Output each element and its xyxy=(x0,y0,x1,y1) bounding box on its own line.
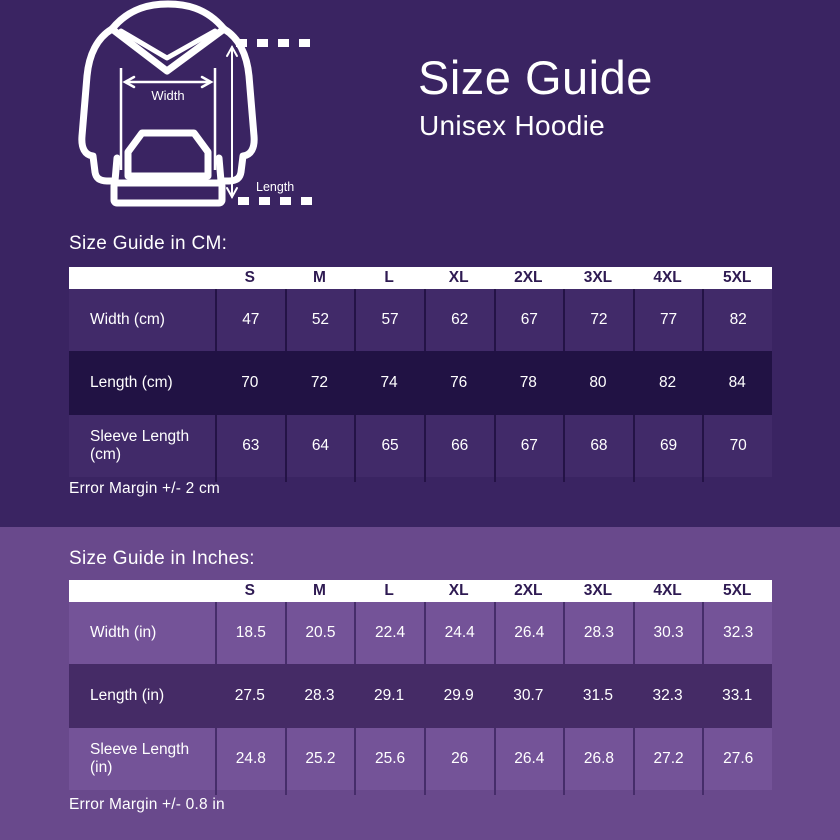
in-value-cell: 18.5 xyxy=(215,602,285,664)
page-title: Size Guide xyxy=(418,51,653,104)
cm-value-cell: 72 xyxy=(285,351,355,415)
cm-value-cell: 84 xyxy=(702,351,772,415)
divider-stub xyxy=(215,477,285,482)
in-value-cell: 33.1 xyxy=(702,664,772,728)
divider-stub xyxy=(215,790,285,795)
cm-row-label: Width (cm) xyxy=(69,289,215,351)
in-value-cell: 28.3 xyxy=(563,602,633,664)
length-label: Length xyxy=(256,180,295,194)
cm-size-table xyxy=(69,267,772,482)
cm-value-cell: 62 xyxy=(424,289,494,351)
width-label: Width xyxy=(151,88,185,103)
kangaroo-pocket-outline xyxy=(128,133,208,176)
in-value-cell: 27.5 xyxy=(215,664,285,728)
cm-value-cell: 82 xyxy=(633,351,703,415)
divider-stub xyxy=(494,477,564,482)
in-value-cell: 27.2 xyxy=(633,728,703,790)
cm-value-cell: 68 xyxy=(563,415,633,477)
cm-header-3xl: 3XL xyxy=(563,267,633,289)
width-arrow xyxy=(125,77,211,87)
cm-value-cell: 67 xyxy=(494,415,564,477)
hood-top-outline xyxy=(112,4,224,29)
in-value-cell: 28.3 xyxy=(285,664,355,728)
in-value-cell: 27.6 xyxy=(702,728,772,790)
cm-value-cell: 64 xyxy=(285,415,355,477)
inches-error-margin: Error Margin +/- 0.8 in xyxy=(69,796,225,813)
cm-value-cell: 69 xyxy=(633,415,703,477)
cm-value-cell: 70 xyxy=(215,351,285,415)
in-value-cell: 26 xyxy=(424,728,494,790)
divider-stub xyxy=(494,790,564,795)
divider-stub xyxy=(424,477,494,482)
in-value-cell: 30.3 xyxy=(633,602,703,664)
in-value-cell: 26.8 xyxy=(563,728,633,790)
in-value-cell: 20.5 xyxy=(285,602,355,664)
right-sleeve-outline xyxy=(219,29,254,181)
in-header-empty xyxy=(69,580,215,602)
cm-header-s: S xyxy=(215,267,285,289)
cm-value-cell: 67 xyxy=(494,289,564,351)
in-value-cell: 32.3 xyxy=(633,664,703,728)
left-sleeve-outline xyxy=(82,29,117,181)
cm-header-4xl: 4XL xyxy=(633,267,703,289)
in-header-2xl: 2XL xyxy=(494,580,564,602)
cm-table-heading: Size Guide in CM: xyxy=(69,233,228,254)
divider-stub xyxy=(633,477,703,482)
divider-stub xyxy=(633,790,703,795)
cm-header-m: M xyxy=(285,267,355,289)
hem-band-outline xyxy=(114,183,222,203)
divider-stub xyxy=(354,477,424,482)
in-value-cell: 25.6 xyxy=(354,728,424,790)
cm-header-5xl: 5XL xyxy=(702,267,772,289)
in-value-cell: 30.7 xyxy=(494,664,564,728)
in-value-cell: 29.1 xyxy=(354,664,424,728)
cm-value-cell: 70 xyxy=(702,415,772,477)
cm-header-xl: XL xyxy=(424,267,494,289)
in-header-l: L xyxy=(354,580,424,602)
cm-error-margin: Error Margin +/- 2 cm xyxy=(69,480,221,497)
in-row-label: Length (in) xyxy=(69,664,215,728)
cm-row-label: Sleeve Length (cm) xyxy=(69,415,215,477)
cm-value-cell: 63 xyxy=(215,415,285,477)
in-header-s: S xyxy=(215,580,285,602)
in-value-cell: 24.8 xyxy=(215,728,285,790)
divider-stub xyxy=(69,790,215,795)
divider-stub xyxy=(354,790,424,795)
in-row-label: Sleeve Length (in) xyxy=(69,728,215,790)
cm-value-cell: 78 xyxy=(494,351,564,415)
cm-value-cell: 47 xyxy=(215,289,285,351)
in-value-cell: 25.2 xyxy=(285,728,355,790)
divider-stub xyxy=(563,790,633,795)
in-value-cell: 24.4 xyxy=(424,602,494,664)
cm-value-cell: 77 xyxy=(633,289,703,351)
cm-value-cell: 57 xyxy=(354,289,424,351)
in-value-cell: 26.4 xyxy=(494,602,564,664)
divider-stub xyxy=(285,477,355,482)
hoodie-diagram-icon xyxy=(0,0,340,225)
in-header-4xl: 4XL xyxy=(633,580,703,602)
cm-value-cell: 74 xyxy=(354,351,424,415)
cm-header-l: L xyxy=(354,267,424,289)
divider-stub xyxy=(285,790,355,795)
divider-stub xyxy=(702,477,772,482)
cm-value-cell: 65 xyxy=(354,415,424,477)
cm-value-cell: 80 xyxy=(563,351,633,415)
cm-row-label: Length (cm) xyxy=(69,351,215,415)
inches-size-table xyxy=(69,580,772,795)
in-value-cell: 29.9 xyxy=(424,664,494,728)
in-header-3xl: 3XL xyxy=(563,580,633,602)
page-subtitle: Unisex Hoodie xyxy=(419,110,605,141)
cm-value-cell: 66 xyxy=(424,415,494,477)
length-arrow xyxy=(227,47,237,197)
in-value-cell: 22.4 xyxy=(354,602,424,664)
divider-stub xyxy=(702,790,772,795)
cm-header-empty xyxy=(69,267,215,289)
inches-table-heading: Size Guide in Inches: xyxy=(69,548,255,569)
in-header-xl: XL xyxy=(424,580,494,602)
in-row-label: Width (in) xyxy=(69,602,215,664)
cm-value-cell: 82 xyxy=(702,289,772,351)
cm-header-2xl: 2XL xyxy=(494,267,564,289)
in-value-cell: 32.3 xyxy=(702,602,772,664)
in-header-5xl: 5XL xyxy=(702,580,772,602)
in-value-cell: 26.4 xyxy=(494,728,564,790)
in-value-cell: 31.5 xyxy=(563,664,633,728)
cm-value-cell: 76 xyxy=(424,351,494,415)
in-header-m: M xyxy=(285,580,355,602)
cm-value-cell: 52 xyxy=(285,289,355,351)
divider-stub xyxy=(563,477,633,482)
divider-stub xyxy=(424,790,494,795)
cm-value-cell: 72 xyxy=(563,289,633,351)
